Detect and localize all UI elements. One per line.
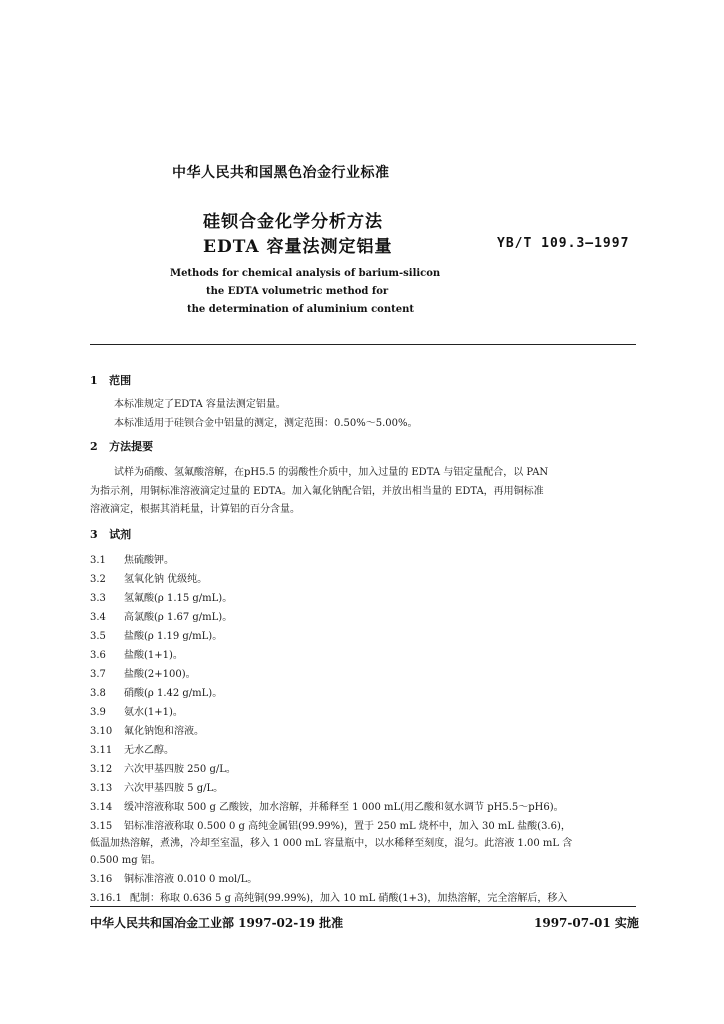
section-number: 2 [90, 440, 98, 453]
approval-statement: 中华人民共和国冶金工业部 1997-02-19 批准 [90, 916, 344, 930]
reagent-text: 无水乙醇。 [124, 745, 174, 756]
reagent-text: 焦硫酸钾。 [124, 555, 174, 566]
reagent-number: 3.15 [90, 821, 113, 832]
reagent-number: 3.16.1 [90, 893, 122, 904]
reagent-item [90, 798, 564, 813]
section-title: 试剂 [109, 528, 132, 541]
reagent-text: 六次甲基四胺 250 g/L。 [124, 764, 236, 775]
reagent-number: 3.1 [90, 555, 106, 566]
reagent-text: 高氯酸(ρ 1.67 g/mL)。 [124, 612, 233, 623]
reagent-number: 3.6 [90, 650, 106, 661]
reagent-item-continuation [90, 851, 161, 866]
reagent-number: 3.10 [90, 726, 113, 737]
reagent-text: 氢氟酸(ρ 1.15 g/mL)。 [124, 593, 233, 604]
scope-line: 本标准规定了EDTA 容量法测定铝量。 [114, 399, 286, 410]
footer-divider [90, 906, 636, 907]
reagent-item [90, 684, 222, 699]
scope-line: 本标准适用于硅钡合金中铝量的测定，测定范围：0.50%～5.00%。 [114, 418, 418, 429]
reagent-number: 3.12 [90, 764, 113, 775]
header-divider [90, 344, 636, 345]
reagent-item [90, 817, 571, 832]
reagent-number: 3.11 [90, 745, 113, 756]
implementation-date: 1997-07-01 实施 [534, 916, 639, 930]
english-title-line1: Methods for chemical analysis of barium-silicon [170, 268, 441, 279]
method-line: 试样为硝酸、氢氟酸溶解，在pH5.5 的弱酸性介质中，加入过量的 EDTA 与铝定量配合，以 PAN [114, 467, 549, 478]
reagent-text: 盐酸(1+1)。 [124, 650, 183, 661]
reagent-text: 低温加热溶解，煮沸，冷却至室温，移入 1 000 mL 容量瓶中，以水稀释至刻度，混匀。此溶液 1.00 mL 含 [90, 838, 573, 849]
reagent-number: 3.16 [90, 874, 113, 885]
reagent-number: 3.3 [90, 593, 106, 604]
reagent-item [90, 551, 174, 566]
reagent-text: 0.500 mg 铝。 [90, 855, 161, 866]
reagent-item [90, 570, 207, 585]
reagent-item [90, 608, 232, 623]
reagent-text: 六次甲基四胺 5 g/L。 [124, 783, 224, 794]
english-title-line2: the EDTA volumetric method for [206, 286, 389, 297]
section-title: 方法提要 [109, 440, 154, 453]
reagent-item [90, 589, 232, 604]
method-line: 溶液滴定，根据其消耗量，计算铝的百分含量。 [90, 504, 300, 515]
section-scope-heading [90, 372, 131, 388]
section-number: 3 [90, 528, 98, 541]
reagent-item [90, 760, 236, 775]
english-title-line3: the determination of aluminium content [187, 304, 414, 315]
reagent-text: 配制：称取 0.636 5 g 高纯铜(99.99%)，加入 10 mL 硝酸(1+3)，加热溶解，完全溶解后，移入 [130, 893, 568, 904]
reagent-number: 3.2 [90, 574, 106, 585]
reagent-item [90, 779, 223, 794]
reagent-item [90, 889, 567, 904]
reagent-number: 3.4 [90, 612, 106, 623]
reagent-text: 盐酸(ρ 1.19 g/mL)。 [124, 631, 223, 642]
section-method-heading [90, 438, 153, 454]
reagent-item [90, 741, 174, 756]
reagent-number: 3.8 [90, 688, 106, 699]
reagent-text: 氨水(1+1)。 [124, 707, 183, 718]
reagent-item [90, 722, 204, 737]
reagent-item [90, 646, 183, 661]
reagent-number: 3.5 [90, 631, 106, 642]
reagent-item [90, 703, 183, 718]
industry-standard-title: 中华人民共和国黑色冶金行业标准 [172, 165, 390, 181]
reagent-item [90, 665, 196, 680]
reagent-number: 3.14 [90, 802, 113, 813]
reagent-item-continuation [90, 834, 572, 849]
standard-number: YB/T 109.3—1997 [497, 236, 630, 251]
reagent-text: 氢氧化钠 优级纯。 [124, 574, 208, 585]
document-title-line2: EDTA 容量法测定铝量 [203, 237, 393, 257]
section-reagents-heading [90, 526, 131, 542]
section-number: 1 [90, 374, 98, 387]
reagent-text: 铝标准溶液称取 0.500 0 g 高纯金属铝(99.99%)，置于 250 mL 烧杯中，加入 30 mL 盐酸(3.6)， [124, 821, 571, 832]
reagent-text: 盐酸(2+100)。 [124, 669, 196, 680]
method-line: 为指示剂，用铜标准溶液滴定过量的 EDTA。加入氟化钠配合铝，并放出相当量的 EDTA，再用铜标准 [90, 486, 544, 497]
reagent-number: 3.7 [90, 669, 106, 680]
section-title: 范围 [109, 374, 132, 387]
reagent-text: 氟化钠饱和溶液。 [124, 726, 204, 737]
reagent-number: 3.9 [90, 707, 106, 718]
reagent-text: 硝酸(ρ 1.42 g/mL)。 [124, 688, 223, 699]
reagent-item [90, 870, 257, 885]
reagent-number: 3.13 [90, 783, 113, 794]
reagent-text: 铜标准溶液 0.010 0 mol/L。 [124, 874, 258, 885]
reagent-item [90, 627, 222, 642]
document-title-line1: 硅钡合金化学分析方法 [203, 212, 383, 232]
reagent-text: 缓冲溶液称取 500 g 乙酸铵，加水溶解，并稀释至 1 000 mL(用乙酸和氨水调节 pH5.5～pH6)。 [124, 802, 564, 813]
